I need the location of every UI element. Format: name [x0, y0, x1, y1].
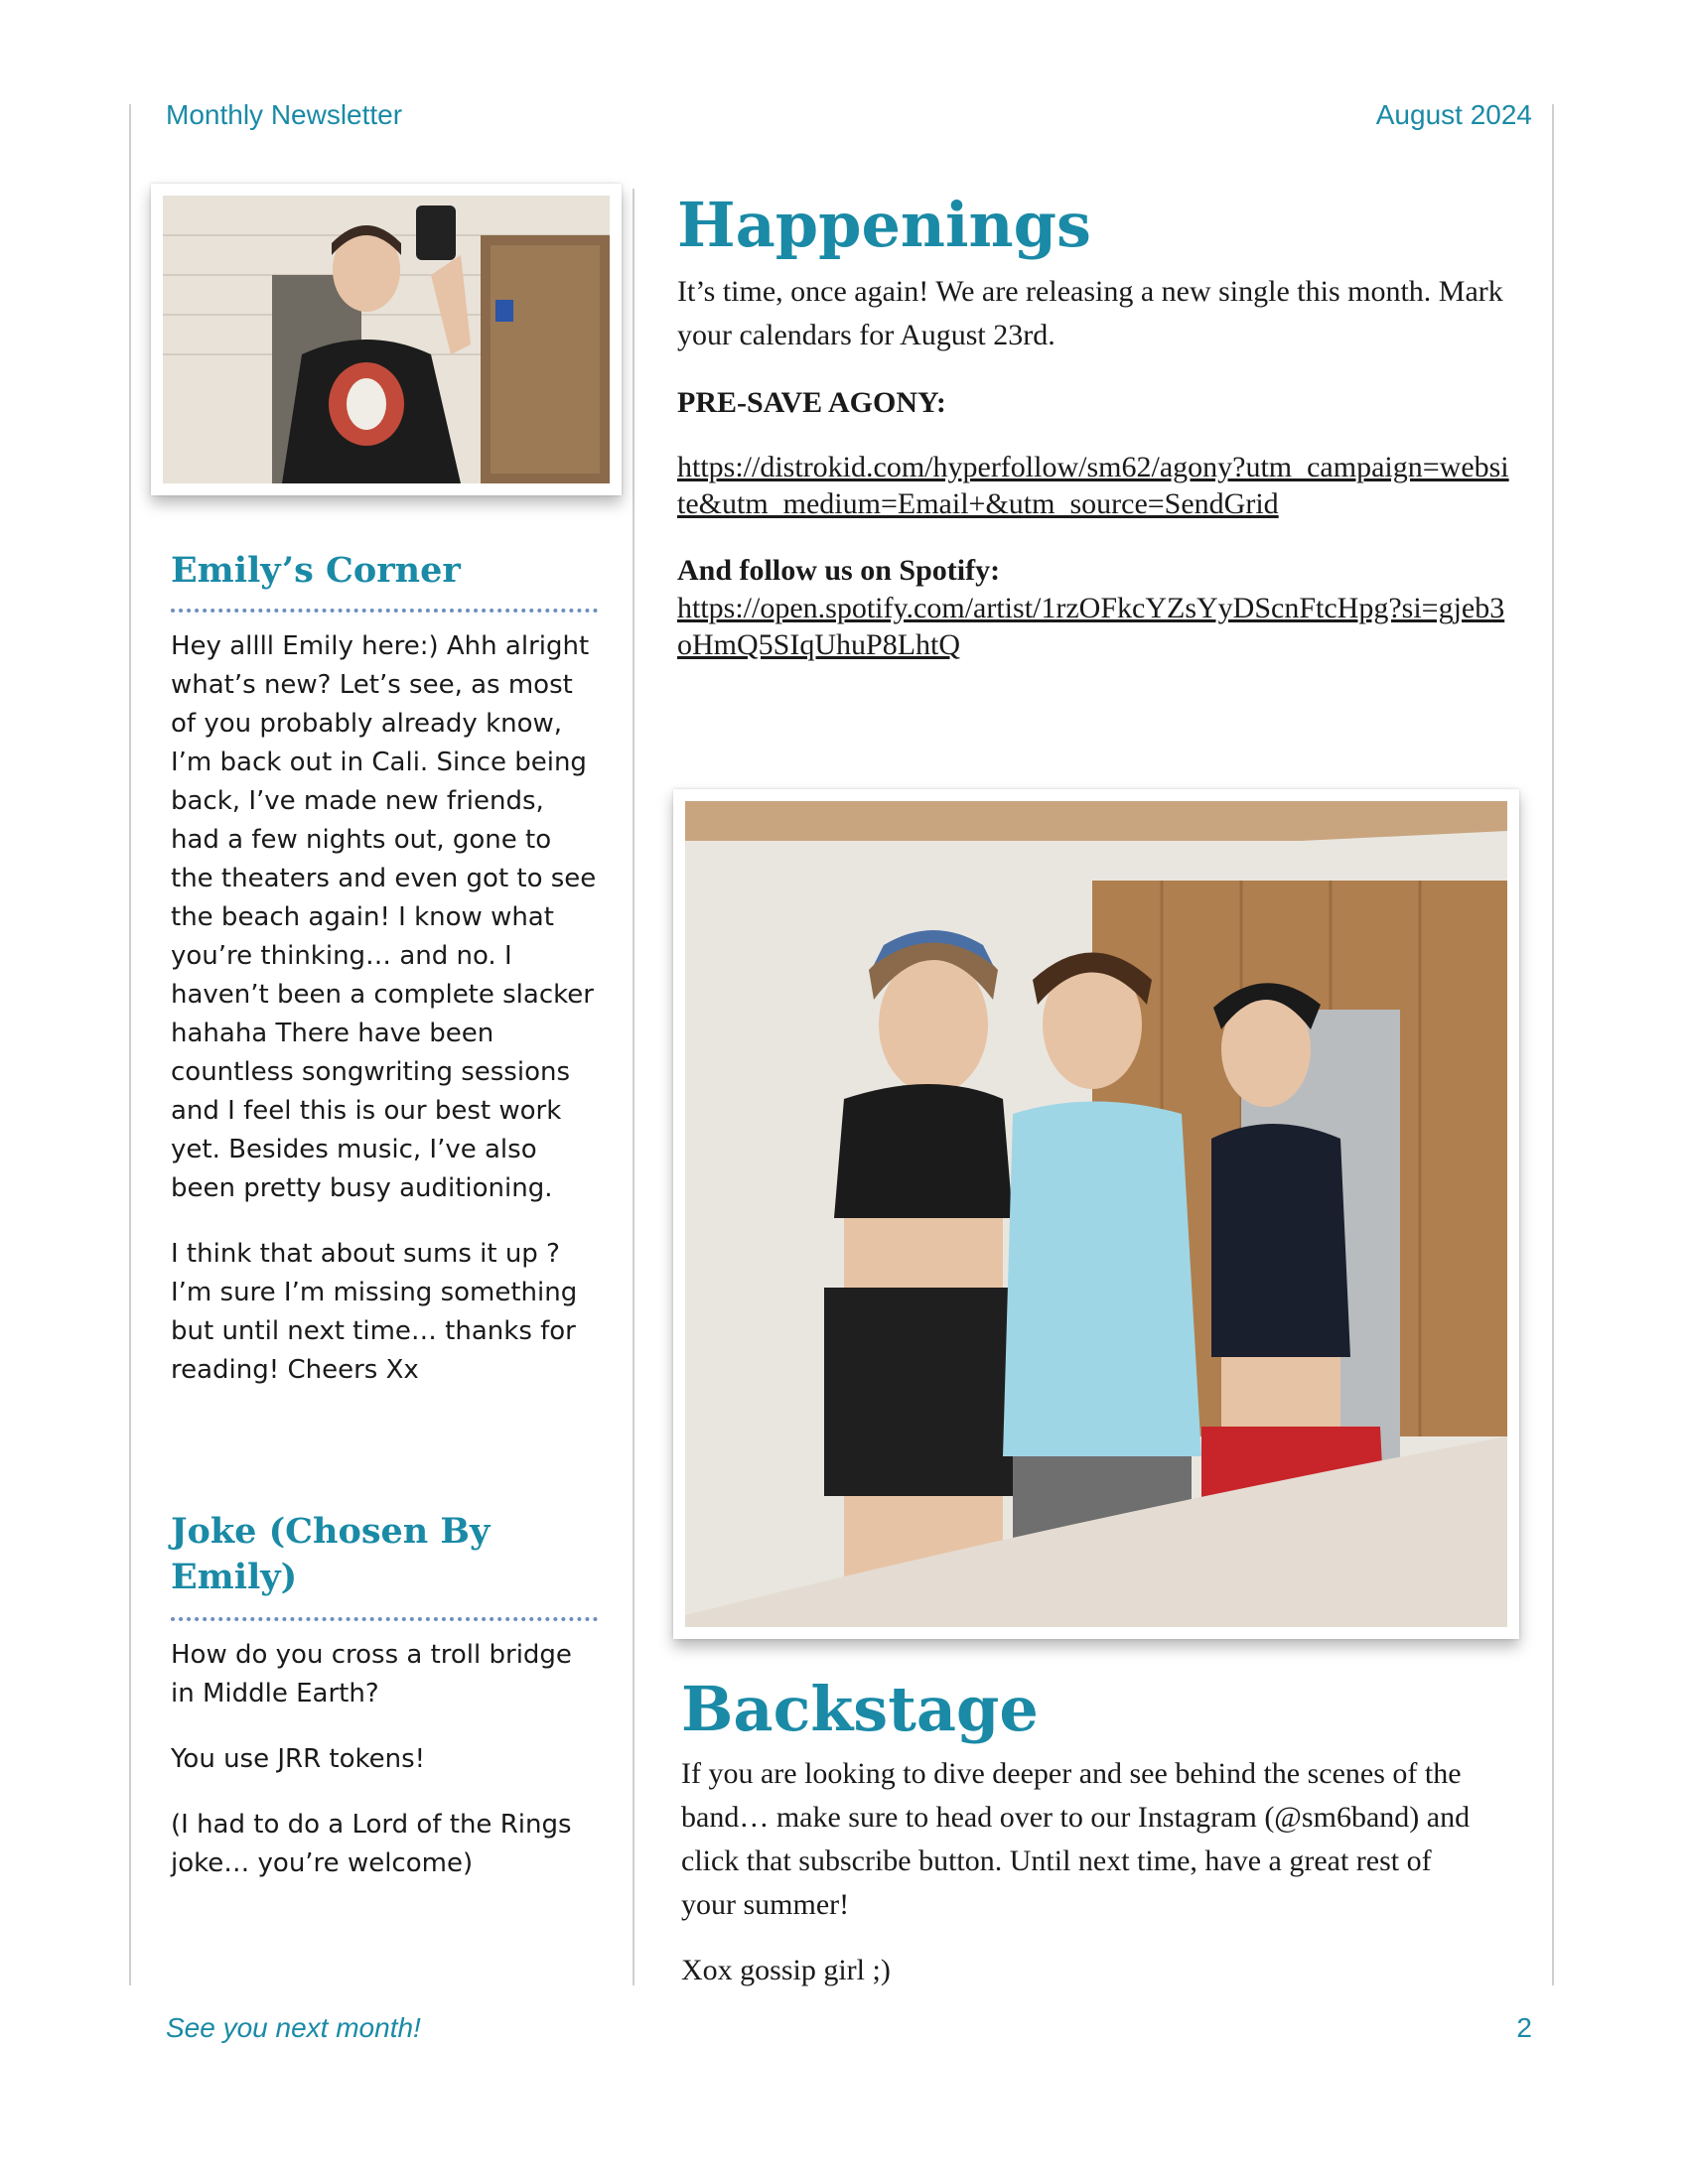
joke-answer: You use JRR tokens!: [171, 1744, 426, 1774]
heading-divider: [171, 1617, 598, 1621]
emilys-corner-heading: Emily’s Corner: [171, 550, 461, 591]
issue-date: August 2024: [1375, 99, 1532, 130]
spotify-link[interactable]: https://open.spotify.com/artist/1rzOFkcYZsYyDScnFtcHpg?si=gjeb3oHmQ5SIqUhuP8LhtQ: [677, 592, 1505, 661]
happenings-heading: Happenings: [677, 189, 1091, 261]
presave-link[interactable]: https://distrokid.com/hyperfollow/sm62/agony?utm_campaign=website&utm_medium=Email+&utm_source=SendGrid: [677, 451, 1509, 520]
selfie-photo: [151, 184, 622, 495]
newsletter-label: Monthly Newsletter: [166, 99, 403, 130]
backstage-paragraph: If you are looking to dive deeper and see behind the scenes of the band… make sure to head over to our Instagram (@sm6band) and click that subscribe button. Until next time, have a great rest of your summer!: [681, 1757, 1471, 1921]
backstage-signoff: Xox gossip girl ;): [681, 1954, 891, 1986]
backstage-body: [681, 1752, 1485, 2014]
emilys-corner-paragraph: Hey allll Emily here:) Ahh alright what’s new? Let’s see, as most of you probably already know, I’m back out in Cali. Since being back, I’ve made new friends, had a few nights out, gone to the theaters and even got to see the beach again! I know what you’re thinking… and no. I haven’t been a complete slacker hahaha There have been countless songwriting sessions and I feel this is our best work yet. Besides music, I’ve also been pretty busy auditioning.: [171, 631, 597, 1203]
page-number: 2: [1516, 2012, 1532, 2043]
column-divider-rule: [633, 189, 634, 1985]
happenings-intro: It’s time, once again! We are releasing a new single this month. Mark your calendars for August 23rd.: [677, 275, 1503, 351]
happenings-body: [677, 270, 1511, 685]
spotify-label: And follow us on Spotify:: [677, 554, 1001, 587]
joke-question: How do you cross a troll bridge in Middle Earth?: [171, 1640, 572, 1708]
left-margin-rule: [129, 104, 131, 1985]
band-photo: [673, 789, 1519, 1639]
joke-note: (I had to do a Lord of the Rings joke… you’re welcome): [171, 1810, 572, 1878]
presave-label: PRE-SAVE AGONY:: [677, 386, 946, 419]
emilys-corner-body: [171, 627, 598, 1417]
heading-divider: [171, 609, 598, 613]
emilys-corner-paragraph: I think that about sums it up ? I’m sure I’m missing something but until next time… thanks for reading! Cheers Xx: [171, 1239, 578, 1385]
joke-body: [171, 1636, 598, 1910]
backstage-heading: Backstage: [681, 1673, 1039, 1745]
joke-heading: Joke (Chosen By Emily): [171, 1511, 491, 1597]
right-margin-rule: [1552, 104, 1554, 1985]
footer-signoff: See you next month!: [166, 2012, 421, 2043]
